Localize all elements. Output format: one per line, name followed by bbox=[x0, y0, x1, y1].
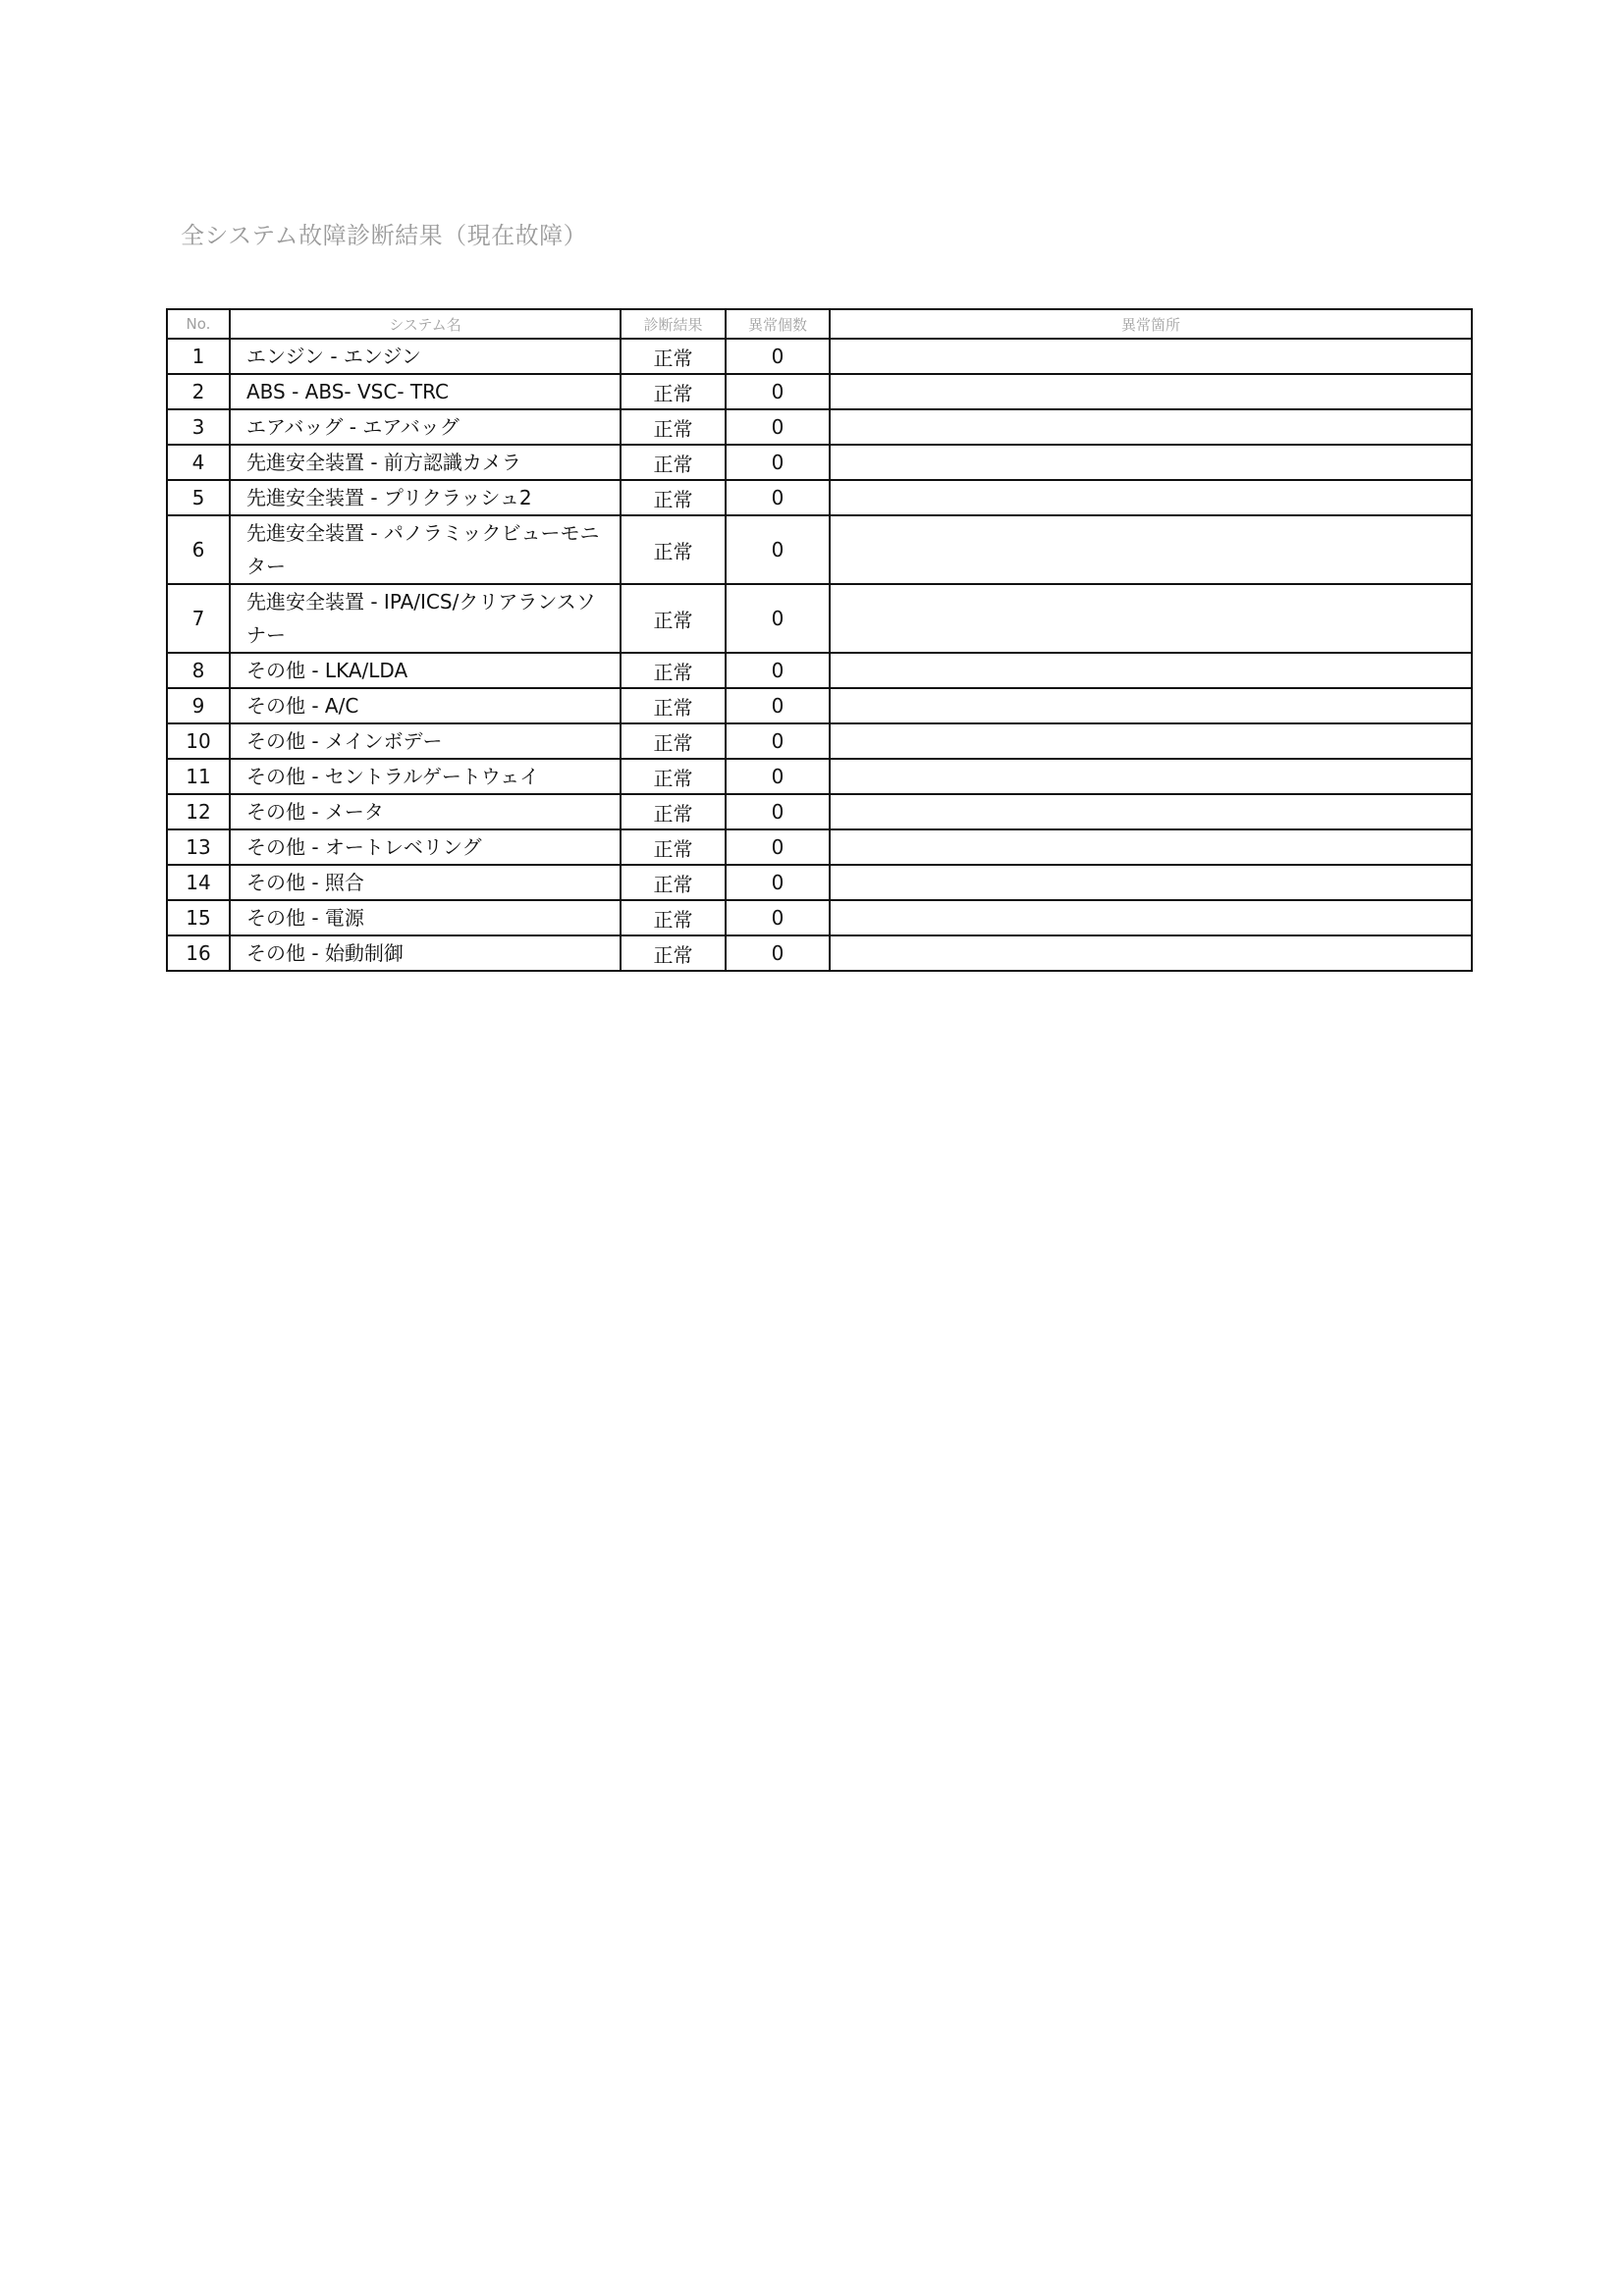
table-row bbox=[167, 900, 1472, 935]
row-location bbox=[830, 723, 1472, 759]
row-system-name: 先進安全装置 - パノラミックビューモニター bbox=[230, 515, 621, 584]
row-count: 0 bbox=[726, 794, 830, 829]
row-system-name: ABS - ABS- VSC- TRC bbox=[230, 374, 621, 409]
row-count: 0 bbox=[726, 935, 830, 971]
row-no: 6 bbox=[167, 515, 230, 584]
row-result: 正常 bbox=[621, 759, 726, 794]
row-system-name: 先進安全装置 - プリクラッシュ2 bbox=[230, 480, 621, 515]
row-count: 0 bbox=[726, 759, 830, 794]
header-no: No. bbox=[167, 309, 230, 339]
row-location bbox=[830, 480, 1472, 515]
row-no: 10 bbox=[167, 723, 230, 759]
row-result: 正常 bbox=[621, 339, 726, 374]
table-row bbox=[167, 688, 1472, 723]
row-count: 0 bbox=[726, 339, 830, 374]
row-system-name: その他 - 始動制御 bbox=[230, 935, 621, 971]
table-row bbox=[167, 445, 1472, 480]
header-location: 異常箇所 bbox=[830, 309, 1472, 339]
row-count: 0 bbox=[726, 374, 830, 409]
table-row bbox=[167, 759, 1472, 794]
row-no: 3 bbox=[167, 409, 230, 445]
row-result: 正常 bbox=[621, 935, 726, 971]
row-location bbox=[830, 935, 1472, 971]
row-no: 9 bbox=[167, 688, 230, 723]
row-system-name: その他 - LKA/LDA bbox=[230, 653, 621, 688]
row-no: 5 bbox=[167, 480, 230, 515]
row-location bbox=[830, 865, 1472, 900]
row-location bbox=[830, 584, 1472, 653]
row-count: 0 bbox=[726, 515, 830, 584]
row-count: 0 bbox=[726, 900, 830, 935]
row-result: 正常 bbox=[621, 688, 726, 723]
table-row bbox=[167, 374, 1472, 409]
header-system-name: システム名 bbox=[230, 309, 621, 339]
table-row bbox=[167, 794, 1472, 829]
row-count: 0 bbox=[726, 584, 830, 653]
table-header-row bbox=[167, 309, 1472, 339]
row-system-name: その他 - セントラルゲートウェイ bbox=[230, 759, 621, 794]
header-result: 診断結果 bbox=[621, 309, 726, 339]
row-result: 正常 bbox=[621, 829, 726, 865]
document-title: 全システム故障診断結果（現在故障） bbox=[181, 222, 588, 249]
row-no: 16 bbox=[167, 935, 230, 971]
row-location bbox=[830, 688, 1472, 723]
table-row bbox=[167, 935, 1472, 971]
row-system-name: エアバッグ - エアバッグ bbox=[230, 409, 621, 445]
row-result: 正常 bbox=[621, 515, 726, 584]
row-location bbox=[830, 445, 1472, 480]
row-result: 正常 bbox=[621, 723, 726, 759]
row-result: 正常 bbox=[621, 900, 726, 935]
row-location bbox=[830, 409, 1472, 445]
row-location bbox=[830, 374, 1472, 409]
row-location bbox=[830, 653, 1472, 688]
row-no: 2 bbox=[167, 374, 230, 409]
row-no: 11 bbox=[167, 759, 230, 794]
table-row bbox=[167, 653, 1472, 688]
row-result: 正常 bbox=[621, 374, 726, 409]
table-row bbox=[167, 409, 1472, 445]
row-system-name: その他 - メインボデー bbox=[230, 723, 621, 759]
row-count: 0 bbox=[726, 409, 830, 445]
row-result: 正常 bbox=[621, 480, 726, 515]
row-location bbox=[830, 794, 1472, 829]
row-no: 8 bbox=[167, 653, 230, 688]
table-row bbox=[167, 480, 1472, 515]
diagnosis-table bbox=[166, 308, 1473, 972]
row-no: 14 bbox=[167, 865, 230, 900]
table-row bbox=[167, 339, 1472, 374]
row-count: 0 bbox=[726, 723, 830, 759]
row-system-name: その他 - メータ bbox=[230, 794, 621, 829]
row-result: 正常 bbox=[621, 445, 726, 480]
row-no: 13 bbox=[167, 829, 230, 865]
row-count: 0 bbox=[726, 865, 830, 900]
table-row bbox=[167, 515, 1472, 584]
row-system-name: その他 - オートレベリング bbox=[230, 829, 621, 865]
row-result: 正常 bbox=[621, 865, 726, 900]
row-count: 0 bbox=[726, 653, 830, 688]
row-count: 0 bbox=[726, 688, 830, 723]
row-no: 4 bbox=[167, 445, 230, 480]
row-count: 0 bbox=[726, 480, 830, 515]
row-count: 0 bbox=[726, 829, 830, 865]
row-system-name: その他 - 電源 bbox=[230, 900, 621, 935]
row-result: 正常 bbox=[621, 653, 726, 688]
row-system-name: その他 - 照合 bbox=[230, 865, 621, 900]
table-row bbox=[167, 829, 1472, 865]
row-system-name: エンジン - エンジン bbox=[230, 339, 621, 374]
row-no: 12 bbox=[167, 794, 230, 829]
table-row bbox=[167, 584, 1472, 653]
row-no: 7 bbox=[167, 584, 230, 653]
row-location bbox=[830, 339, 1472, 374]
row-no: 1 bbox=[167, 339, 230, 374]
table-row bbox=[167, 865, 1472, 900]
row-system-name: 先進安全装置 - 前方認識カメラ bbox=[230, 445, 621, 480]
row-no: 15 bbox=[167, 900, 230, 935]
row-result: 正常 bbox=[621, 409, 726, 445]
row-location bbox=[830, 515, 1472, 584]
row-location bbox=[830, 759, 1472, 794]
row-count: 0 bbox=[726, 445, 830, 480]
row-result: 正常 bbox=[621, 794, 726, 829]
table-row bbox=[167, 723, 1472, 759]
header-count: 異常個数 bbox=[726, 309, 830, 339]
row-system-name: その他 - A/C bbox=[230, 688, 621, 723]
row-system-name: 先進安全装置 - IPA/ICS/クリアランスソナー bbox=[230, 584, 621, 653]
row-location bbox=[830, 900, 1472, 935]
row-location bbox=[830, 829, 1472, 865]
row-result: 正常 bbox=[621, 584, 726, 653]
